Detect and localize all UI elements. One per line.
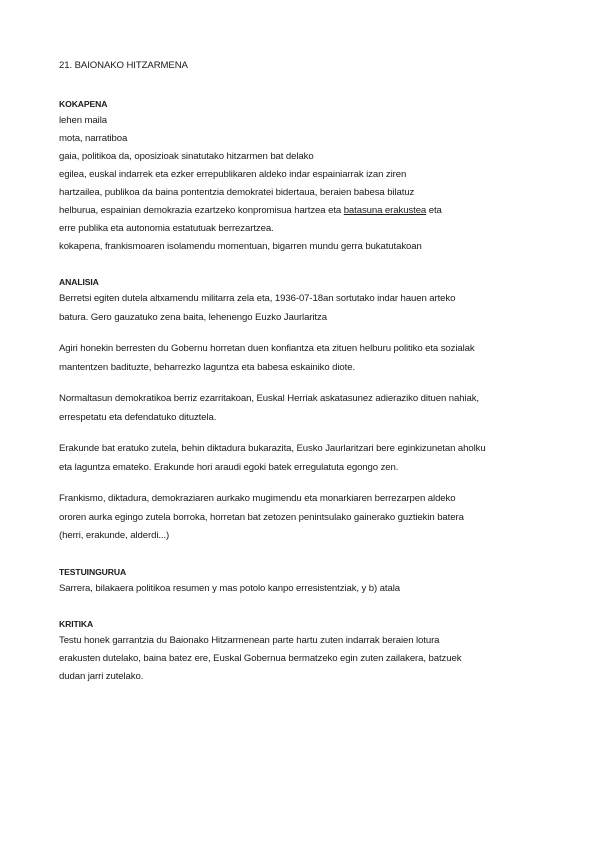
paragraph-line: Erakunde bat eratuko zutela, behin diktadura bukarazita, Eusko Jaurlaritzari bere eginkizunetan aholku: [59, 443, 486, 454]
paragraph-line: batura. Gero gauzatuko zena baita, lehenengo Euzko Jaurlaritza: [59, 311, 327, 323]
kokapena-line: kokapena, frankismoaren isolamendu momentuan, bigarren mundu gerra bukatutakoan: [59, 241, 422, 252]
section-analisia: [59, 274, 560, 546]
helburua-text: helburua, espainian demokrazia ezartzeko konpromisua hartzea eta: [59, 205, 344, 216]
kokapena-helburua-line: [59, 202, 560, 220]
document-title: 21. BAIONAKO HITZARMENA: [59, 60, 188, 71]
paragraph-line: Normaltasun demokratikoa berriz ezarritakoan, Euskal Herriak askatasunez adieraziko dituen nahiak,: [59, 393, 479, 404]
section-testuingurua: [59, 564, 560, 598]
section-kritika: [59, 616, 560, 686]
analisia-paragraph-1: [59, 290, 560, 327]
paragraph-line: mantentzen badituzte, beharrezko laguntza eta babesa eskainiko diote.: [59, 361, 356, 373]
section-heading-kokapena: KOKAPENA: [59, 99, 108, 109]
paragraph-line: Berretsi egiten dutela altxamendu militarra zela eta, 1936-07-18an sortutako indar hauen arteko: [59, 293, 456, 304]
helburua-text-end: eta: [426, 205, 442, 216]
kokapena-line: mota, narratiboa: [59, 133, 128, 144]
kokapena-line: egilea, euskal indarrek eta ezker errepublikaren aldeko indar espainiarrak izan ziren: [59, 169, 407, 180]
analisia-paragraph-4: [59, 440, 560, 477]
section-heading-kritika: KRITIKA: [59, 618, 94, 629]
paragraph-line: (herri, erakunde, alderdi...): [59, 530, 170, 541]
kokapena-line: gaia, politikoa da, oposizioak sinatutako hitzarmen bat delako: [59, 151, 314, 162]
kokapena-line: lehen maila: [59, 115, 107, 126]
testuingurua-line: Sarrera, bilakaera politikoa resumen y mas potolo kanpo erresistentziak, y b) atala: [59, 582, 400, 594]
kritika-line: erakusten dutelako, baina batez ere, Euskal Gobernua bermatzeko egin zuten zailakera, batzuek: [59, 652, 462, 664]
analisia-paragraph-3: [59, 390, 560, 427]
kritika-line: Testu honek garrantzia du Baionako Hitzarmenean parte hartu zuten indarrak beraien lotura: [59, 634, 440, 646]
section-heading-testuingurua: TESTUINGURUA: [59, 566, 127, 577]
analisia-paragraph-2: [59, 340, 560, 377]
paragraph-line: errespetatu eta defendatuko dituztela.: [59, 411, 217, 423]
paragraph-line: eta laguntza emateko. Erakunde hori araudi egoki batek erregulatuta egongo zen.: [59, 461, 399, 473]
helburua-underlined-text: batasuna erakustea: [343, 205, 427, 216]
analisia-paragraph-5: [59, 490, 560, 546]
paragraph-line: ororen aurka egingo zutela borroka, horretan bat zetozen penintsulako gainerako guztiekin batera: [59, 511, 464, 523]
section-heading-analisia: ANALISIA: [59, 277, 99, 287]
kokapena-line: erre publika eta autonomia estatutuak berrezartzea.: [59, 223, 274, 234]
section-kokapena: [59, 96, 560, 256]
kritika-line: dudan jarri zutelako.: [59, 670, 144, 682]
kokapena-line: hartzailea, publikoa da baina pontentzia demokratei bidertaua, beraien babesa bilatuz: [59, 187, 415, 198]
paragraph-line: Frankismo, diktadura, demokraziaren aurkako mugimendu eta monarkiaren berrezarpen aldeko: [59, 493, 456, 504]
paragraph-line: Agiri honekin berresten du Gobernu horretan duen konfiantza eta zituen helburu politiko eta sozialak: [59, 343, 475, 354]
